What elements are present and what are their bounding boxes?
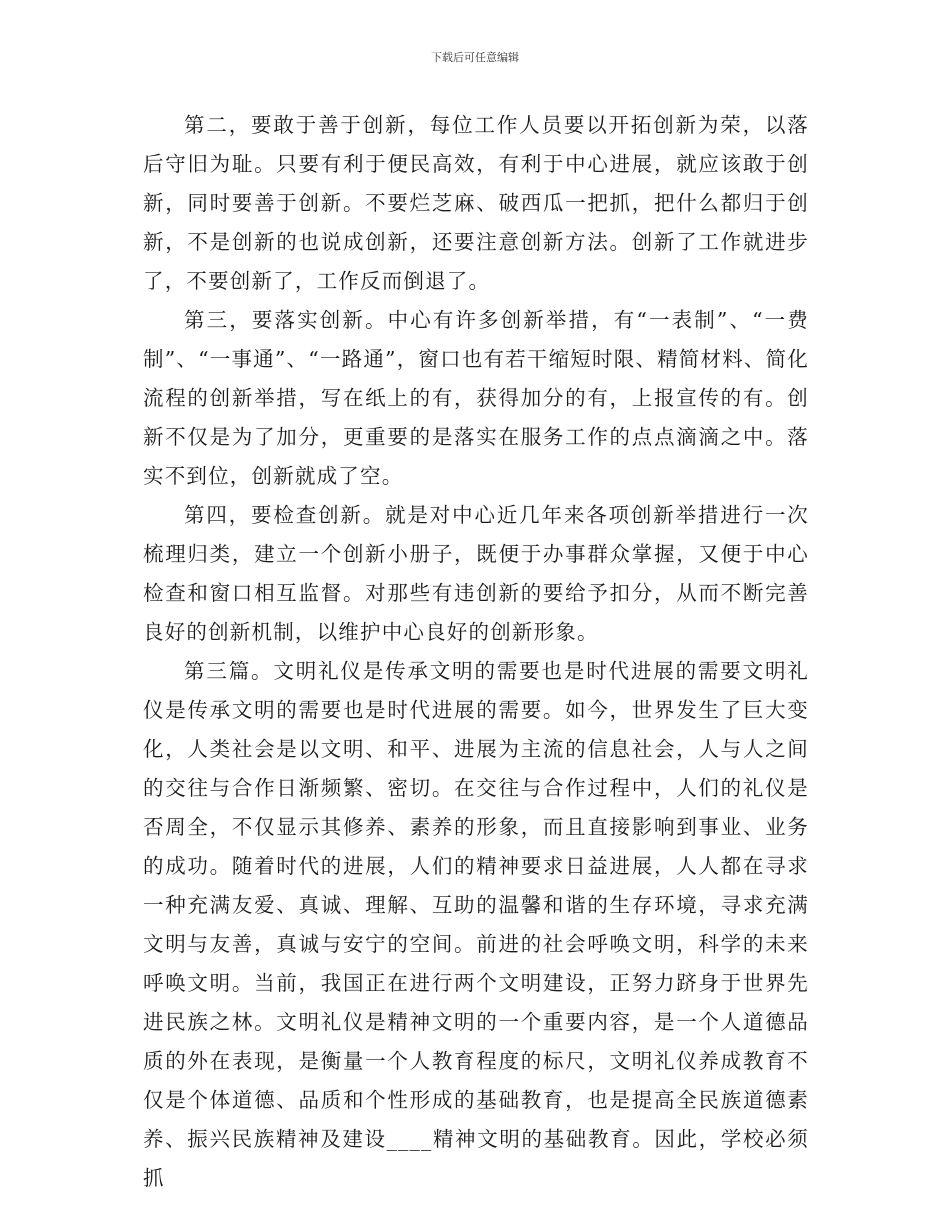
paragraph-check-innovation: 第四，要检查创新。就是对中心近几年来各项创新举措进行一次梳理归类，建立一个创新小册子，既便于办事群众掌握，又便于中心检查和窗口相互监督。对那些有违创新的要给予扣分，从而不断完善良好的创新机制，以维护中心良好的创新形象。 [143,503,809,644]
paragraph-innovate-boldly: 第二，要敢于善于创新，每位工作人员要以开拓创新为荣，以落后守旧为耻。只要有利于便民高效，有利于中心进展，就应该敢于创新，同时要善于创新。不要烂芝麻、破西瓜一把抓，把什么都归于创新，不是创新的也说成创新，还要注意创新方法。创新了工作就进步了，不要创新了，工作反而倒退了。 [143,113,809,293]
page-header: 下载后可任意编辑 [431,51,519,64]
paragraph-implement-innovation: 第三，要落实创新。中心有许多创新举措，有“一表制”、“一费制”、“一事通”、“一路通”，窗口也有若干缩短时限、精简材料、简化流程的创新举措，写在纸上的有，获得加分的有，上报宣传的有。创新不仅是为了加分，更重要的是落实在服务工作的点点滴滴之中。落实不到位，创新就成了空。 [143,308,809,488]
paragraph-civility-etiquette: 第三篇。文明礼仪是传承文明的需要也是时代进展的需要文明礼仪是传承文明的需要也是时代进展的需要。如今，世界发生了巨大变化，人类社会是以文明、和平、进展为主流的信息社会，人与人之间的交往与合作日渐频繁、密切。在交往与合作过程中，人们的礼仪是否周全，不仅显示其修养、素养的形象，而且直接影响到事业、业务的成功。随着时代的进展，人们的精神要求日益进展，人人都在寻求一种充满友爱、真诚、理解、互助的温馨和谐的生存环境，寻求充满文明与友善，真诚与安宁的空间。前进的社会呼唤文明，科学的未来呼唤文明。当前，我国正在进行两个文明建设，正努力跻身于世界先进民族之林。文明礼仪是精神文明的一个重要内容，是一个人道德品质的外在表现，是衡量一个人教育程度的标尺，文明礼仪养成教育不仅是个体道德、品质和个性形成的基础教育，也是提高全民族道德素养、振兴民族精神及建设____精神文明的基础教育。因此，学校必须抓 [143,659,809,1190]
document-body [143,106,809,1198]
